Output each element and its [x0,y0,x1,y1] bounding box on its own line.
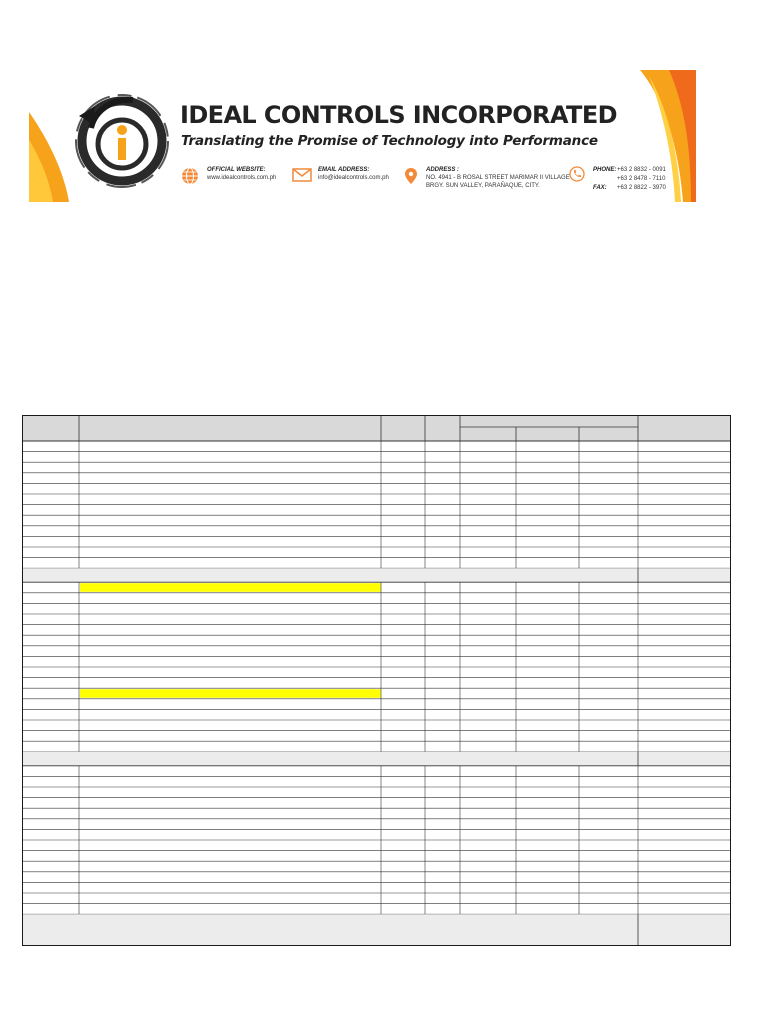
location-pin-icon [404,167,418,185]
address-label: ADDRESS : [426,167,460,173]
globe-icon [181,167,199,185]
highlighted-cell [80,689,381,698]
phone-number-1: +63 2 8832 - 0091 [617,167,666,173]
company-name: IDEAL CONTROLS INCORPORATED [180,101,617,129]
letterhead-banner [29,70,696,202]
section-separator-band [23,568,730,582]
email-link[interactable]: info@idealcontrols.com.ph [318,175,389,181]
highlighted-cell [80,583,381,592]
address-line-1: NO. 4941 - B ROSAL STREET MARIMAR II VILLAGE [426,175,570,181]
website-link[interactable]: www.idealcontrols.com.ph [207,175,277,181]
company-tagline: Translating the Promise of Technology into Performance [181,133,598,149]
fax-number: +63 2 8822 - 3970 [617,185,666,191]
table-header-band [23,416,730,441]
fax-label: FAX: [593,185,607,191]
table-footer-band [23,914,730,945]
address-line-2: BRGY. SUN VALLEY, PARAÑAQUE, CITY. [426,183,540,189]
phone-label: PHONE: [593,167,617,173]
phone-number-2: +63 2 8478 - 7110 [617,176,666,182]
table-grid [23,416,730,945]
phone-icon [569,166,585,182]
company-logo-icon [73,88,169,192]
email-label: EMAIL ADDRESS: [318,167,370,173]
website-label: OFFICIAL WEBSITE: [207,167,266,173]
envelope-icon [292,167,312,183]
section-separator-band [23,752,730,766]
quotation-table [22,415,731,946]
